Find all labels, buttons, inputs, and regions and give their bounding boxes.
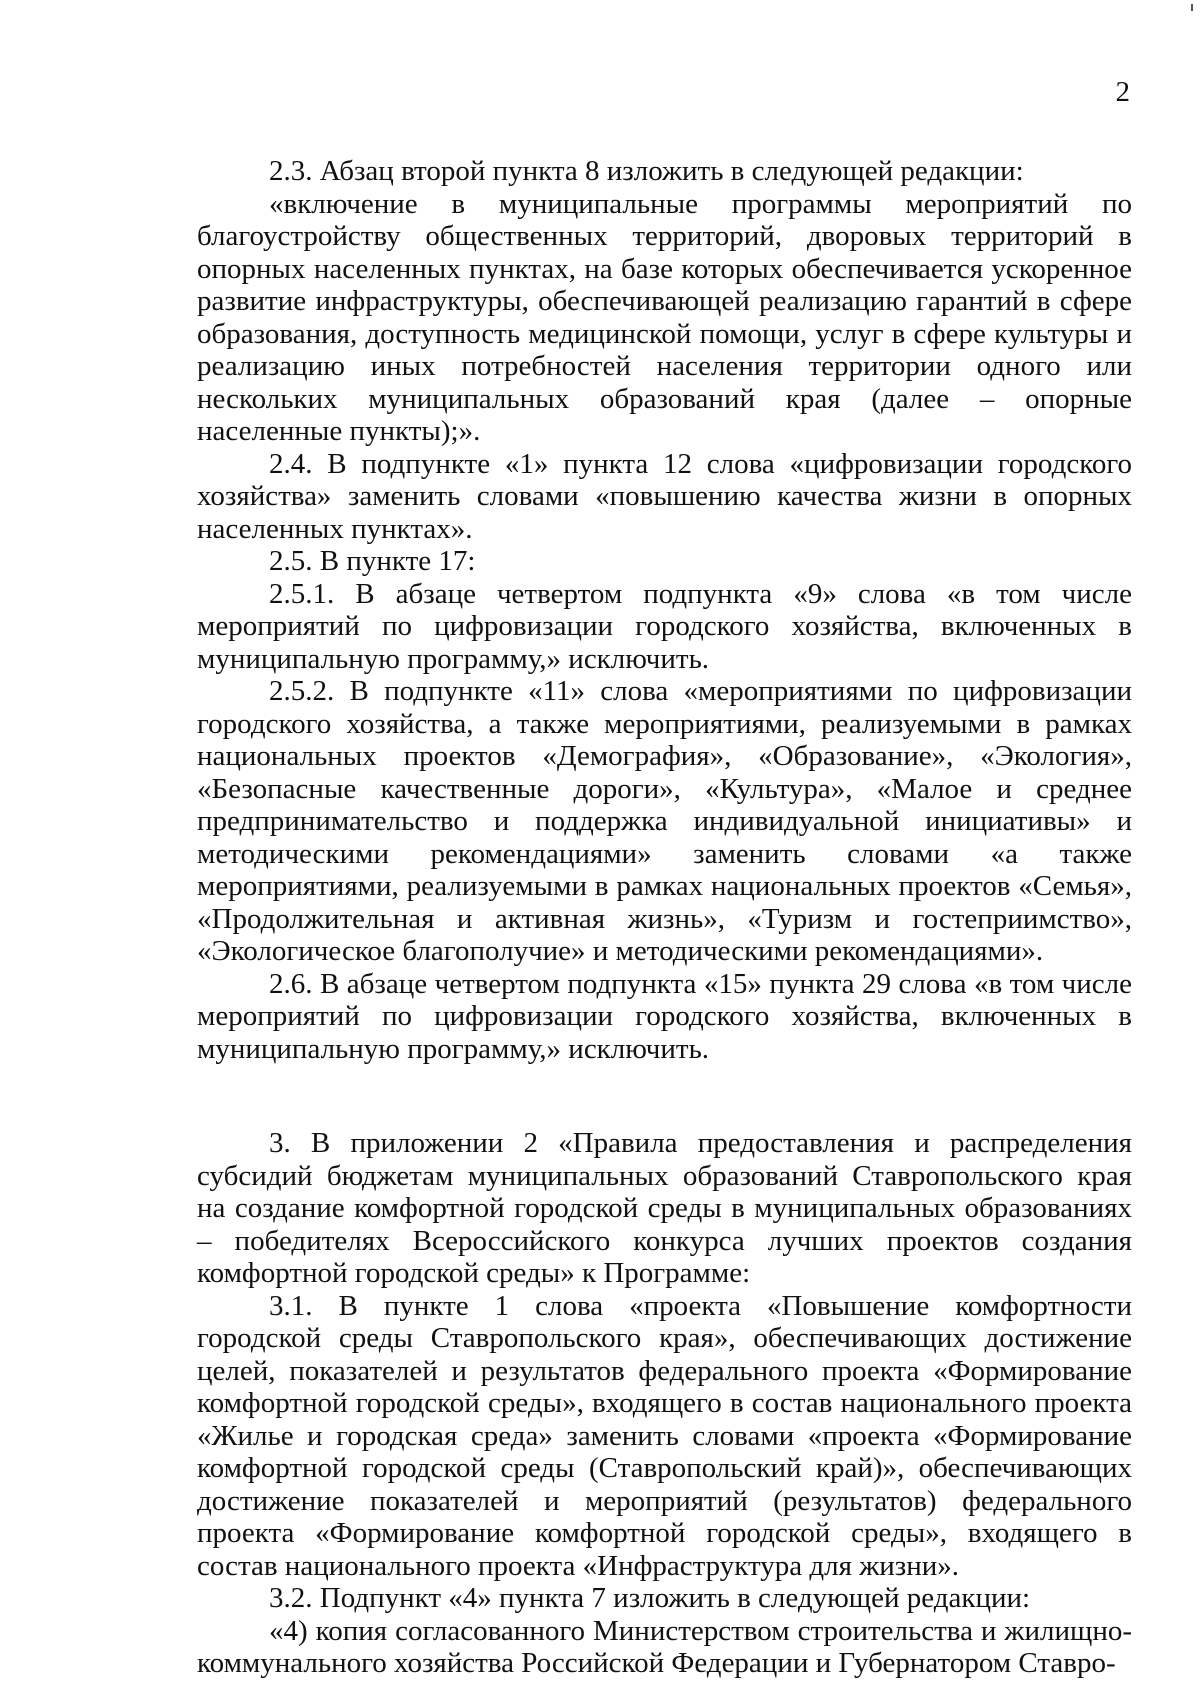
paragraph-2-5-2: 2.5.2. В подпункте «11» слова «мероприятиями по цифровизации городского хозяйства, а также мероприятиями, реализуемыми в рамках национальных проектов «Демография», «Образование», «Экология», «Безопасные качественные дороги», «Культура», «Малое и среднее предпринимательство и поддержка индивидуальной инициативы» и методическими рекомендациями» заменить словами «а также мероприятиями, реализуемыми в рамках национальных проектов «Семья», «Продолжительная и активная жизнь», «Туризм и гостеприимство», «Экологическое благополучие» и методическими рекомендациями».: [197, 675, 1132, 967]
paragraph-3-2-quote: «4) копия согласованного Министерством строительства и жилищно-коммунального хозяйства Российской Федерации и Губернатором Ставро-: [197, 1614, 1132, 1679]
page-number: 2: [1115, 76, 1130, 108]
paragraph-3-1: 3.1. В пункте 1 слова «проекта «Повышение комфортности городской среды Ставропольского края», обеспечивающих достижение целей, показателей и результатов федерального проекта «Формирование комфортной городской среды», входящего в состав национального проекта «Жилье и городская среда» заменить словами «проекта «Формирование комфортной городской среды (Ставропольский край)», обеспечивающих достижение показателей и мероприятий (результатов) федерального проекта «Формирование комфортной городской среды», входящего в состав национального проекта «Инфраструктура для жизни».: [197, 1289, 1132, 1582]
paragraph-2-3-quote: «включение в муниципальные программы мероприятий по благоустройству общественных территорий, дворовых территорий в опорных населенных пунктах, на базе которых обеспечивается ускоренное развитие инфраструктуры, обеспечивающей реализацию гарантий в сфере образования, доступность медицинской помощи, услуг в сфере культуры и реализацию иных потребностей населения территории одного или нескольких муниципальных образований края (далее – опорные населенные пункты);».: [197, 187, 1132, 447]
paragraph-3-2: 3.2. Подпункт «4» пункта 7 изложить в следующей редакции:: [269, 1582, 1031, 1614]
document-body: [197, 155, 1132, 1680]
section-spacer: [197, 1065, 1132, 1127]
paragraph-2-3: 2.3. Абзац второй пункта 8 изложить в следующей редакции:: [269, 155, 1024, 187]
paragraph-3: 3. В приложении 2 «Правила предоставления и распределения субсидий бюджетам муниципальных образований Ставропольского края на создание комфортной городской среды в муниципальных образованиях – победителях Всероссийского конкурса лучших проектов создания комфортной городской среды» к Программе:: [197, 1127, 1132, 1289]
paragraph-2-5-1: 2.5.1. В абзаце четвертом подпункта «9» слова «в том числе мероприятий по цифровизации городского хозяйства, включенных в муниципальную программу,» исключить.: [197, 577, 1132, 675]
paragraph-2-6: 2.6. В абзаце четвертом подпункта «15» пункта 29 слова «в том числе мероприятий по цифровизации городского хозяйства, включенных в муниципальную программу,» исключить.: [197, 967, 1132, 1065]
paragraph-2-5: 2.5. В пункте 17:: [269, 545, 476, 577]
scan-artifact-mark: [1191, 4, 1193, 11]
paragraph-2-4: 2.4. В подпункте «1» пункта 12 слова «цифровизации городского хозяйства» заменить словами «повышению качества жизни в опорных населенных пунктах».: [197, 447, 1132, 545]
